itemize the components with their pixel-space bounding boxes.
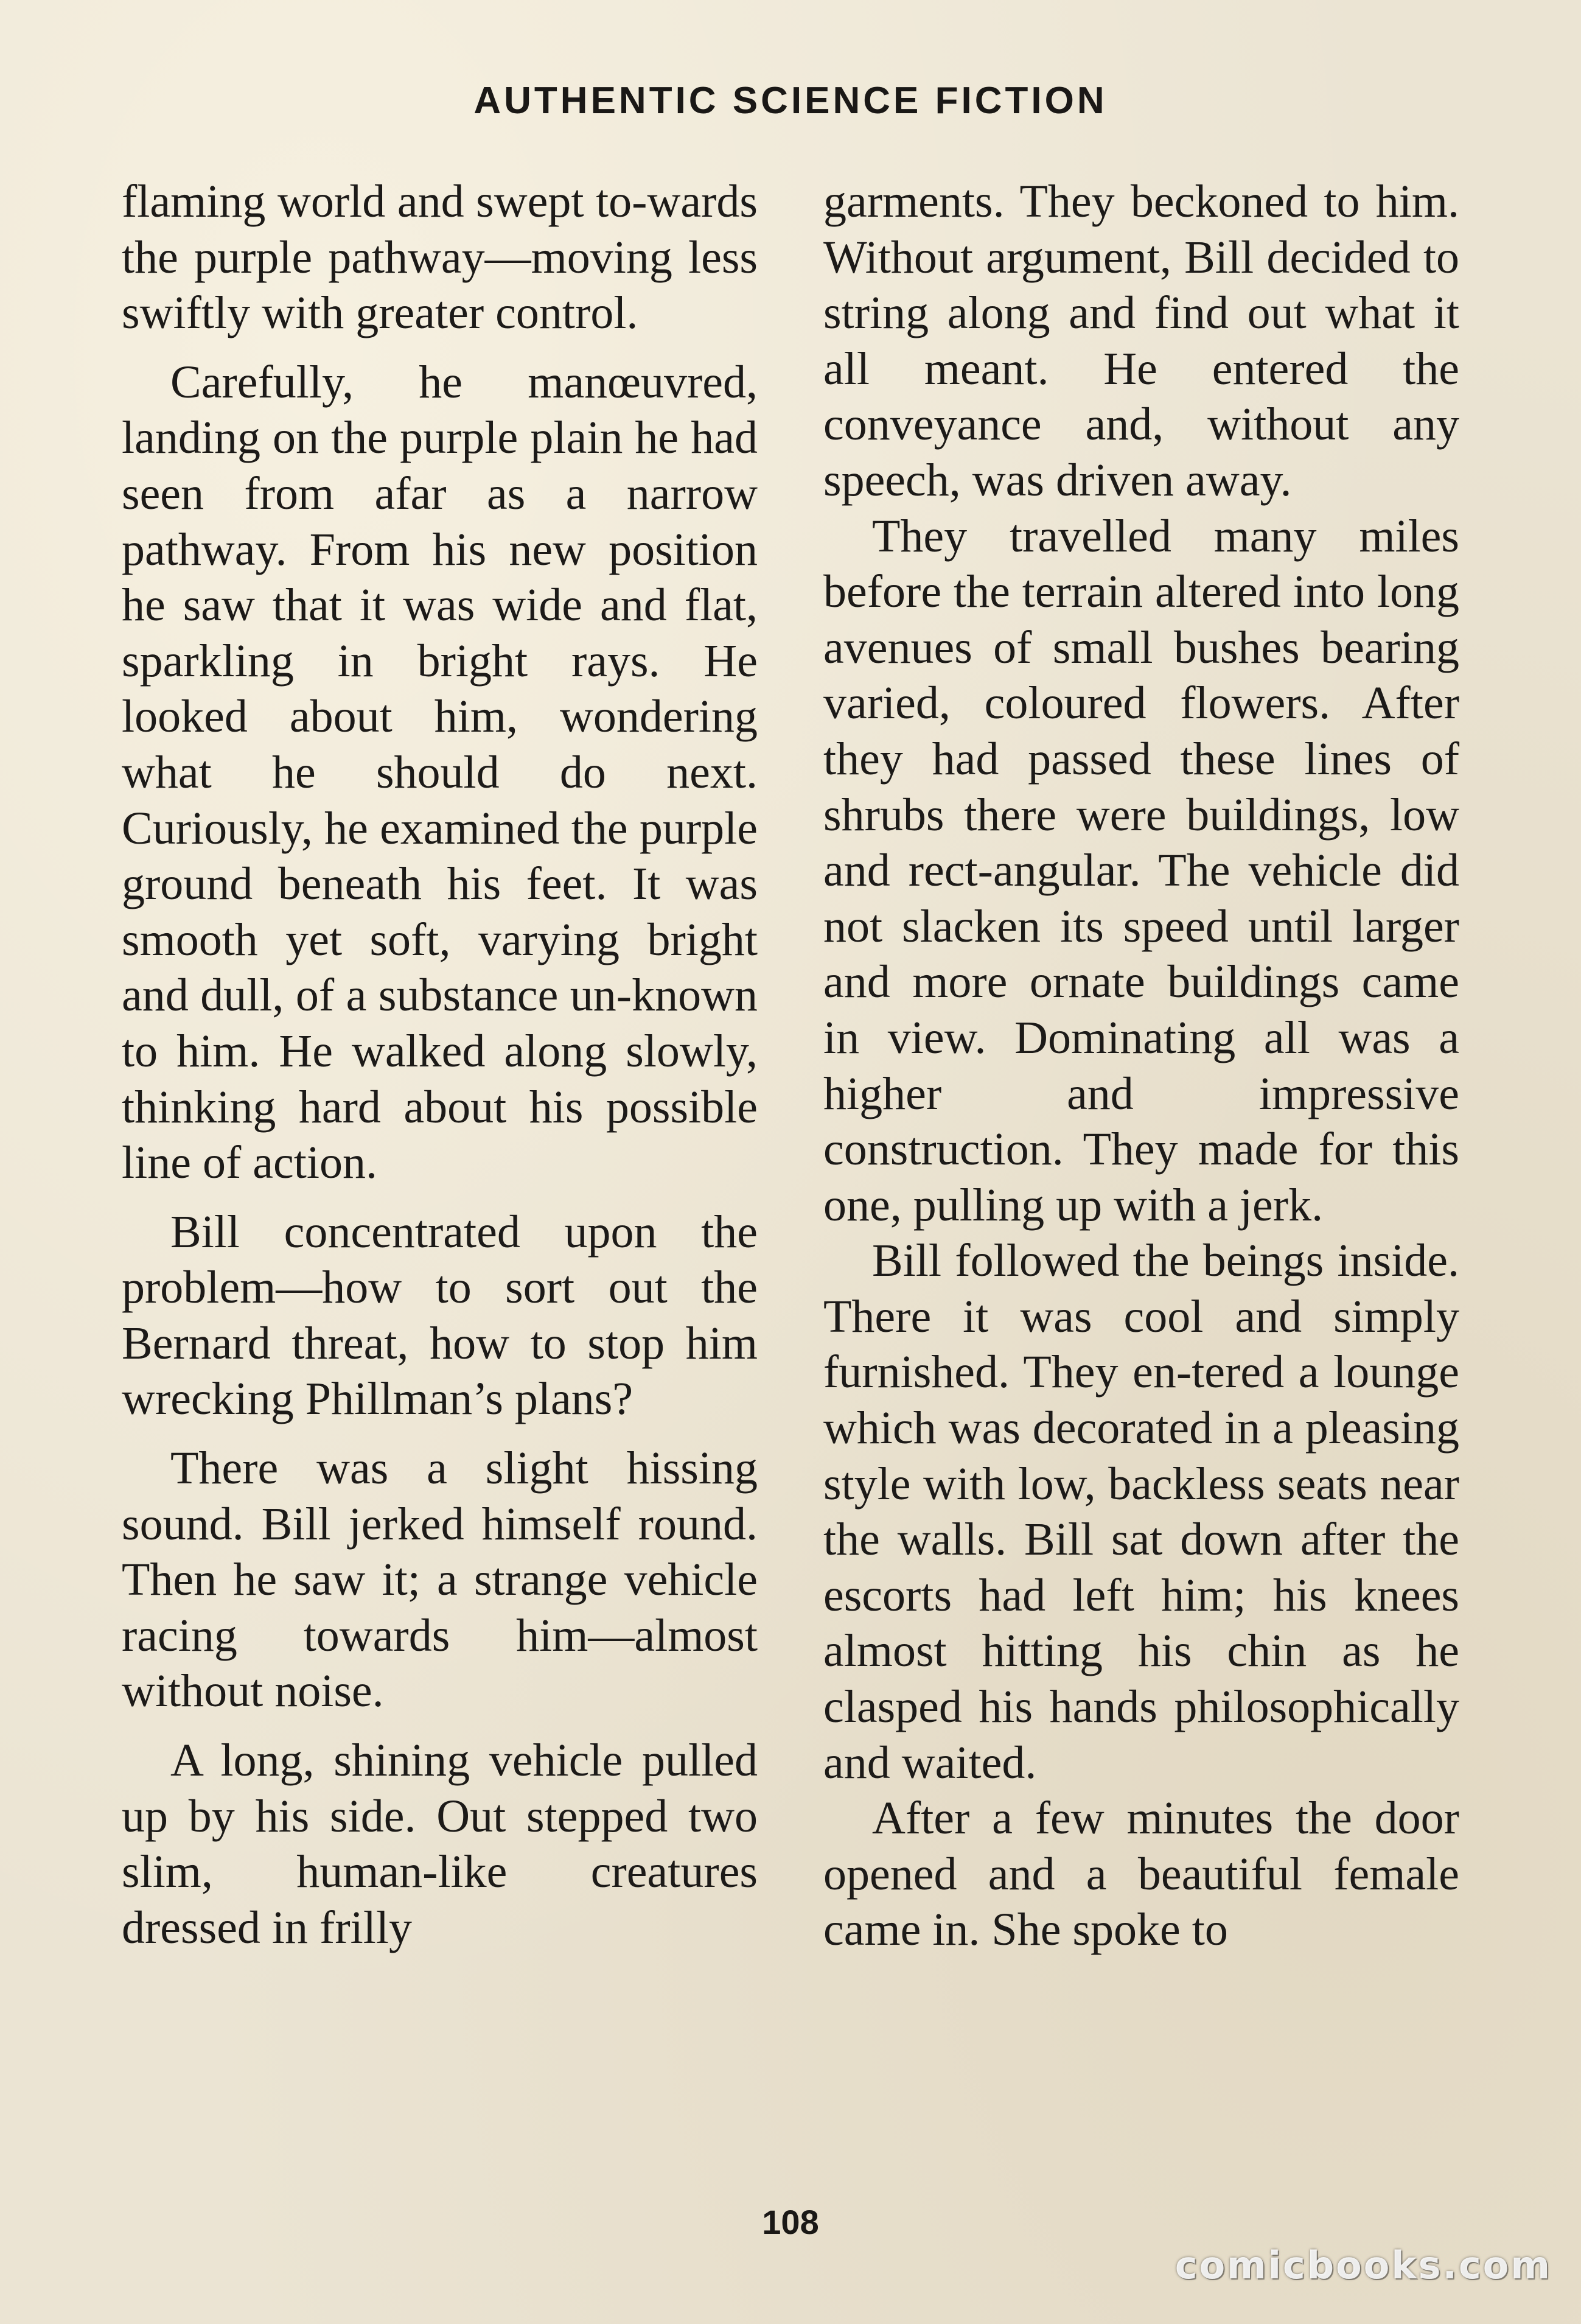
paragraph: After a few minutes the door opened and a beautiful female came in. She spoke to (823, 1793, 1459, 1956)
paragraph: garments. They beckoned to him. Without argument, Bill decided to string along and find out what it all meant. He entered the conveyance and, without any speech, was driven away. (823, 176, 1459, 506)
right-column (823, 174, 1459, 1958)
running-title: AUTHENTIC SCIENCE FICTION (473, 80, 1108, 122)
paragraph: Bill concentrated upon the problem—how to sort out the Bernard threat, how to stop him wrecking Phillman’s plans? (122, 1206, 758, 1425)
paragraph: flaming world and swept to-wards the purple pathway—moving less swiftly with greater control. (122, 176, 758, 339)
page-number: 108 (762, 2203, 819, 2241)
paragraph: Carefully, he manœuvred, landing on the purple plain he had seen from afar as a narrow pathway. From his new position he saw that it was wide and flat, sparkling in bright rays. He looked about him, wondering what he should do next. Curiously, he examined the purple ground beneath his feet. It was smooth yet soft, varying bright and dull, of a substance un-known to him. He walked along slowly, thinking hard about his possible line of action. (122, 356, 758, 1189)
paragraph: Bill followed the beings inside. There it was cool and simply furnished. They en-tered a lounge which was decorated in a pleasing style with low, backless seats near the walls. Bill sat down after the escorts had left him; his knees almost hitting his chin as he clasped his hands philosophically and waited. (823, 1235, 1459, 1788)
paragraph: There was a slight hissing sound. Bill jerked himself round. Then he saw it; a strange vehicle racing towards him—almost without noise. (122, 1443, 758, 1717)
left-column (122, 174, 758, 1956)
watermark: comicbooks.com (1174, 2243, 1552, 2287)
paragraph: They travelled many miles before the terrain altered into long avenues of small bushes bearing varied, coloured flowers. After they had passed these lines of shrubs there were buildings, low and rect-angular. The vehicle did not slacken its speed until larger and more ornate buildings came in view. Dominating all was a higher and impressive construction. They made for this one, pulling up with a jerk. (823, 510, 1459, 1231)
paragraph: A long, shining vehicle pulled up by his side. Out stepped two slim, human-like creatures dressed in frilly (122, 1735, 758, 1953)
